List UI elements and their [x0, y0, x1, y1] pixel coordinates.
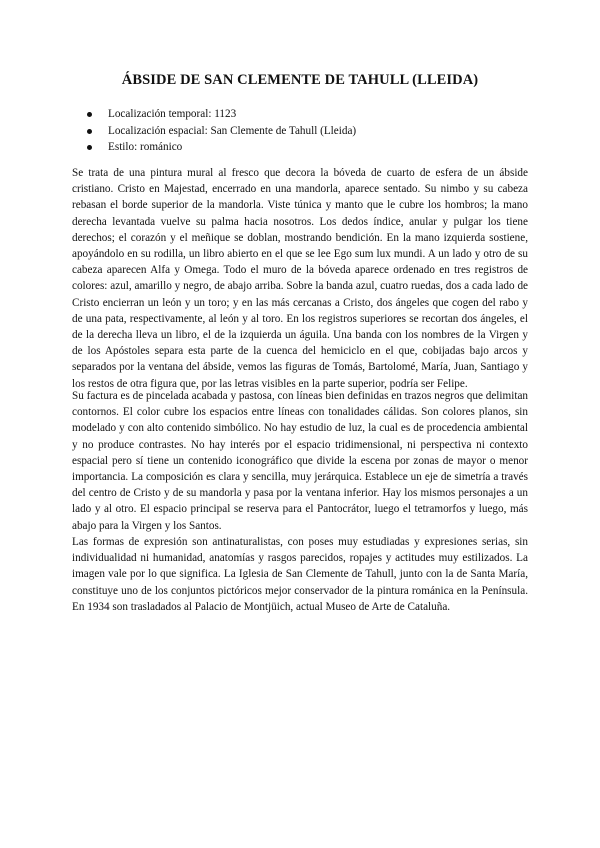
expression-paragraph: Las formas de expresión son antinaturalistas, con poses muy estudiadas y expresiones serias, sin individualidad ni humanidad, anatomías y rasgos parecidos, ropajes y actitudes muy estilizados. La imagen vale por lo que significa. La Iglesia de San Clemente de Tahull, junto con la de Santa María, constituye uno de los conjuntos pictóricos mejor conservador de la pintura románica en la Península. En 1934 son trasladados al Palacio de Montjüich, actual Museo de Arte de Cataluña.	[72, 536, 528, 613]
bullet-text: Localización temporal: 1123	[108, 108, 237, 120]
bullet-item-location	[72, 123, 356, 140]
bullet-dot-icon	[87, 112, 92, 117]
info-bullet-list	[72, 106, 356, 156]
bullet-dot-icon	[87, 145, 92, 150]
bullet-text: Estilo: románico	[108, 141, 183, 153]
page-title: ÁBSIDE DE SAN CLEMENTE DE TAHULL (LLEIDA)	[121, 72, 479, 88]
bullet-dot-icon	[87, 129, 92, 134]
description-paragraph: Se trata de una pintura mural al fresco que decora la bóveda de cuarto de esfera de un ábside cristiano. Cristo en Majestad, encerrado en una mandorla, aparece sentado. Su nimbo y su cabeza rebasan el borde superior de la mandorla. Viste túnica y manto que le cubre los hombros; la mano derecha levantada vuelve su palma hacia nosotros. Los dedos índice, anular y pulgar los tiene derechos; el corazón y el meñique se doblan, mostrando bendición. En la mano izquierda sostiene, apoyándolo en su rodilla, un libro abierto en el que se lee Ego sum lux mundi. A un lado y otro de su cabeza aparecen Alfa y Omega. Todo el muro de la bóveda aparece ordenado en tres registros de colores: azul, amarillo y negro, de abajo arriba. Sobre la banda azul, cuatro ruedas, dos a cada lado de Cristo encierran un león y un toro; y en las más cercanas a Cristo, dos ángeles que cogen del rabo y de una pata, respectivamente, al león y al toro. En los registros superiores se recortan dos ángeles, el de la derecha lleva un libro, el de la izquierda un águila. Una banda con los nombres de la Virgen y de los Apóstoles separa esta parte de la cuenca del hemiciclo en el que, cobijadas bajo arcos y separados por la ventana del ábside, vemos las figuras de Tomás, Bartolomé, María, Juan, Santiago y los restos de otra figura que, por las letras visibles en la parte superior, podría ser Felipe.	[72, 167, 528, 390]
bullet-text: Localización espacial: San Clemente de Tahull (Lleida)	[108, 124, 357, 137]
bullet-item-date	[72, 106, 356, 123]
technique-paragraph: Su factura es de pincelada acabada y pastosa, con líneas bien definidas en trazos negros que delimitan contornos. El color cubre los espacios entre líneas con tonalidades cálidas. Son colores planos, sin modelado y con alto contenido simbólico. No hay estudio de luz, la cual es de procedencia ambiental y no produce contrastes. No hay interés por el espacio tridimensional, ni perspectiva ni contexto espacial pero sí tiene un contenido iconográfico que divide la escena por zonas de mayor o menor importancia. La composición es clara y sencilla, muy jerárquica. Establece un eje de simetría a través del centro de Cristo y de su mandorla y pasa por la ventana inferior. Hay los mismos personajes a un lado y al otro. El espacio principal se reserva para el Pantocrátor, luego el tetramorfos y luego, más abajo para la Virgen y los Santos.	[72, 390, 528, 532]
bullet-item-style	[72, 139, 356, 156]
